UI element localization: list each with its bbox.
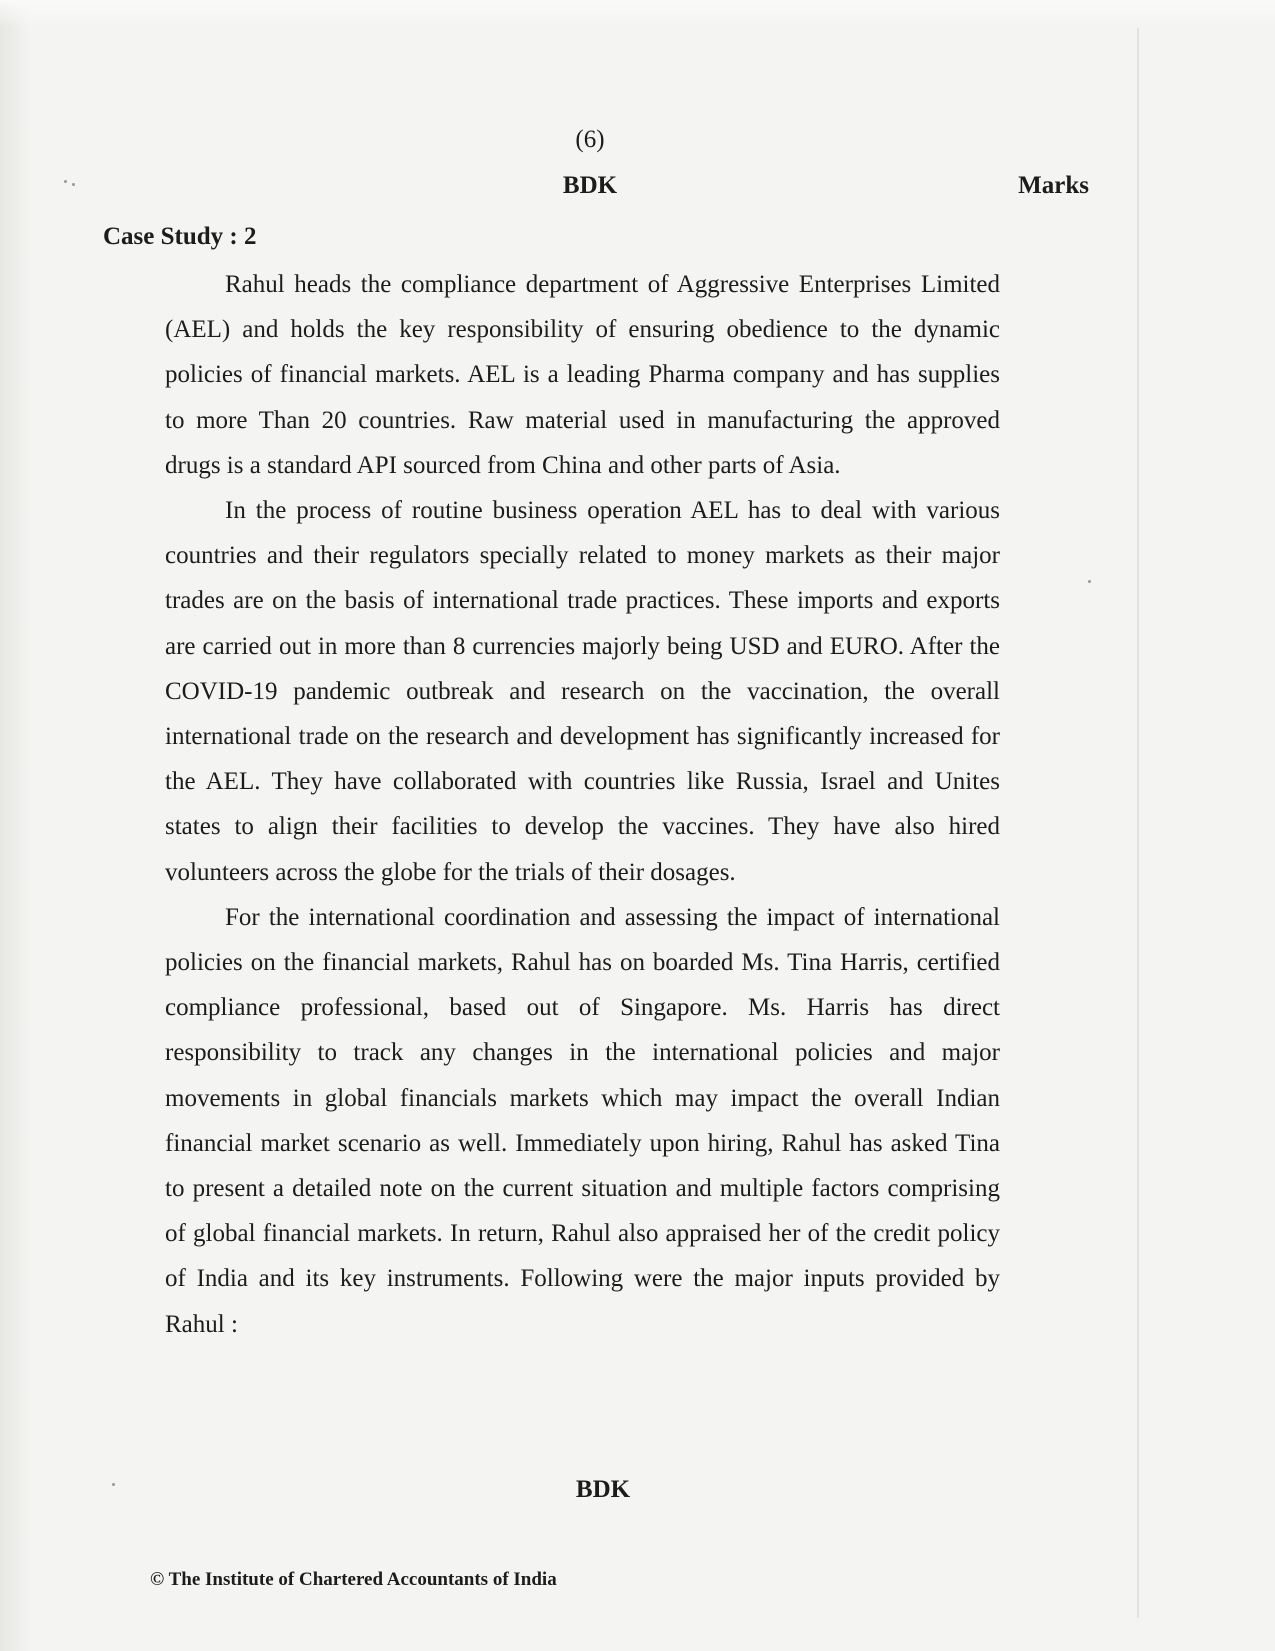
scan-shadow-left [0,0,30,1651]
paragraph-3: For the international coordination and assessing the impact of international policies on the financial markets, Rahul has on boarded Ms. Tina Harris, certified compliance professional, based out of Singapore. Ms. Harris has direct responsibility to track any changes in the international policies and major movements in global financials markets which may impact the overall Indian financial market scenario as well. Immediately upon hiring, Rahul has asked Tina to present a detailed note on the current situation and multiple factors comprising of global financial markets. In return, Rahul also appraised her of the credit policy of India and its key instruments. Following were the major inputs provided by Rahul : [165,903,1000,1338]
marks-column-label: Marks [1018,172,1089,199]
case-study-title: Case Study : 2 [103,223,257,250]
paragraph-1: Rahul heads the compliance department of Aggressive Enterprises Limited (AEL) and holds the key responsibility of ensuring obedience to the dynamic policies of financial markets. AEL is a leading Pharma company and has supplies to more Than 20 countries. Raw material used in manufacturing the approved drugs is a standard API sourced from China and other parts of Asia. [165,271,1000,479]
scan-shadow-top [0,0,1275,28]
copyright-notice: © The Institute of Chartered Accountants of India [150,1569,557,1590]
case-study-body [165,262,1000,1347]
header-code: BDK [562,172,618,199]
scan-speck [1088,580,1091,583]
scan-edge-right [1137,28,1139,1618]
footer-code: BDK [575,1476,631,1503]
page-number: (6) [575,126,605,153]
paragraph-2: In the process of routine business operation AEL has to deal with various countries and their regulators specially related to money markets as their major trades are on the basis of international trade practices. These imports and exports are carried out in more than 8 currencies majorly being USD and EURO. After the COVID-19 pandemic outbreak and research on the vaccination, the overall international trade on the research and development has significantly increased for the AEL. They have collaborated with countries like Russia, Israel and Unites states to align their facilities to develop the vaccines. They have also hired volunteers across the globe for the trials of their dosages. [165,497,1000,886]
